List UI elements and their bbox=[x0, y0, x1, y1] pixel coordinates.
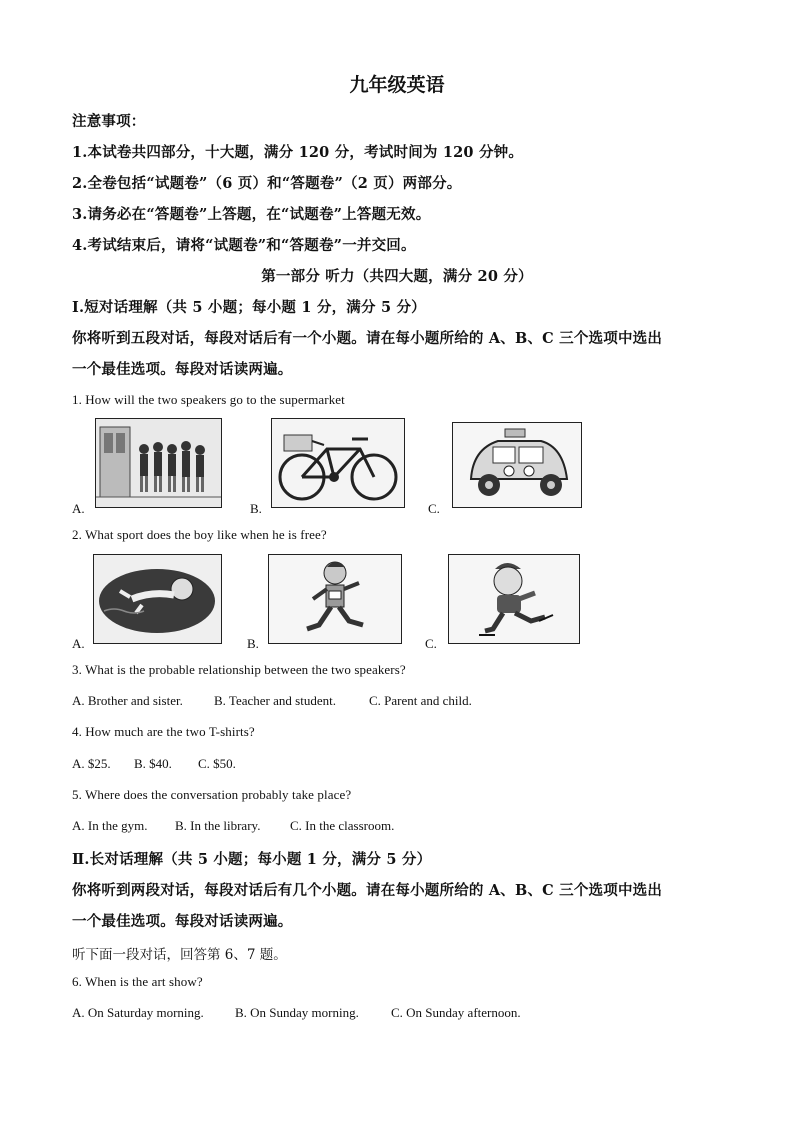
section2-sub-instruction: 听下面一段对话，回答第 6、7 题。 bbox=[72, 947, 287, 963]
question-5-text: 5. Where does the conversation probably take place? bbox=[72, 787, 352, 802]
section1-heading: Ⅰ.短对话理解（共 5 小题；每小题 1 分，满分 5 分） bbox=[72, 299, 426, 316]
section2-heading: Ⅱ.长对话理解（共 5 小题；每小题 1 分，满分 5 分） bbox=[72, 851, 432, 868]
question-2-option-b-label: B. bbox=[247, 636, 259, 651]
question-6-option-c: C. On Sunday afternoon. bbox=[391, 1005, 521, 1020]
question-1-option-c-label: C. bbox=[428, 501, 440, 516]
question-4-option-b: B. $40. bbox=[134, 756, 172, 771]
question-2-option-a-label: A. bbox=[72, 636, 85, 651]
question-5-option-c: C. In the classroom. bbox=[290, 818, 395, 833]
section2-instruction-line1: 你将听到两段对话，每段对话后有几个小题。请在每小题所给的 A、B、C 三个选项中选出 bbox=[72, 882, 663, 899]
question-6-text: 6. When is the art show? bbox=[72, 974, 203, 989]
notice-item-1: 1.本试卷共四部分，十大题，满分 120 分，考试时间为 120 分钟。 bbox=[72, 144, 524, 161]
skating-image bbox=[448, 554, 580, 644]
running-image bbox=[268, 554, 402, 644]
subway-crowd-image bbox=[95, 418, 222, 508]
question-4-option-a: A. $25. bbox=[72, 756, 111, 771]
notice-item-2: 2.全卷包括“试题卷”（6 页）和“答题卷”（2 页）两部分。 bbox=[72, 175, 462, 192]
notice-item-4: 4.考试结束后，请将“试题卷”和“答题卷”一并交回。 bbox=[72, 237, 416, 254]
bicycle-image bbox=[271, 418, 405, 508]
question-2-text: 2. What sport does the boy like when he is free? bbox=[72, 527, 327, 542]
notice-heading: 注意事项： bbox=[72, 113, 146, 130]
part1-heading: 第一部分 听力（共四大题，满分 20 分） bbox=[261, 268, 533, 285]
question-1-option-b-label: B. bbox=[250, 501, 262, 516]
question-5-option-b: B. In the library. bbox=[175, 818, 261, 833]
question-3-option-a: A. Brother and sister. bbox=[72, 693, 183, 708]
section2-instruction-line2: 一个最佳选项。每段对话读两遍。 bbox=[72, 913, 293, 930]
question-5-option-a: A. In the gym. bbox=[72, 818, 148, 833]
notice-item-3: 3.请务必在“答题卷”上答题，在“试题卷”上答题无效。 bbox=[72, 206, 431, 223]
question-4-text: 4. How much are the two T-shirts? bbox=[72, 724, 255, 739]
section1-instruction-line1: 你将听到五段对话，每段对话后有一个小题。请在每小题所给的 A、B、C 三个选项中选出 bbox=[72, 330, 663, 347]
section1-instruction-line2: 一个最佳选项。每段对话读两遍。 bbox=[72, 361, 293, 378]
taxi-image bbox=[452, 422, 582, 508]
question-3-option-b: B. Teacher and student. bbox=[214, 693, 336, 708]
swimming-image bbox=[93, 554, 222, 644]
question-3-option-c: C. Parent and child. bbox=[369, 693, 472, 708]
question-1-text: 1. How will the two speakers go to the supermarket bbox=[72, 392, 345, 407]
question-3-text: 3. What is the probable relationship between the two speakers? bbox=[72, 662, 406, 677]
page-title: 九年级英语 bbox=[349, 74, 445, 96]
question-4-option-c: C. $50. bbox=[198, 756, 236, 771]
question-6-option-b: B. On Sunday morning. bbox=[235, 1005, 359, 1020]
question-6-option-a: A. On Saturday morning. bbox=[72, 1005, 204, 1020]
question-2-option-c-label: C. bbox=[425, 636, 437, 651]
question-1-option-a-label: A. bbox=[72, 501, 85, 516]
